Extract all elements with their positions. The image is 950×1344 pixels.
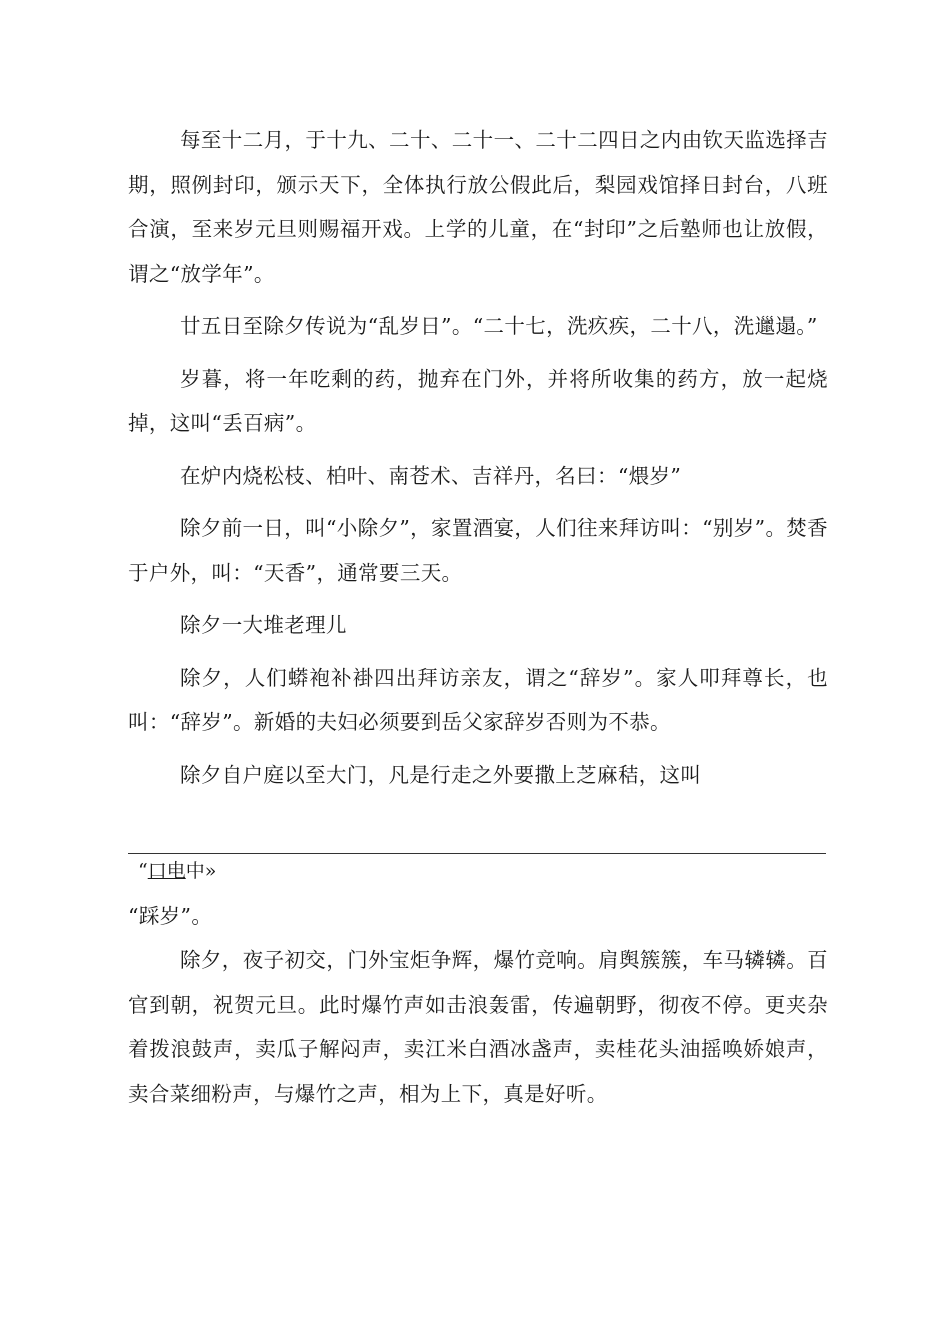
document-body (128, 118, 828, 797)
footnote-underlined-text: 口电 (147, 860, 186, 882)
footnote (138, 858, 216, 884)
footnote-rest-text: 中» (185, 860, 217, 882)
footnote-open-quote: “ (138, 860, 148, 882)
paragraph-luansuiri: 廿五日至除夕传说为“乱岁日”。“二十七，洗疚疾，二十八，洗邋遢。” (180, 314, 818, 338)
paragraph-chuxi-night: 除夕，夜子初交，门外宝炬争辉，爆竹竞响。肩舆簇簇，车马辚辚。百官到朝，祝贺元旦。此时爆竹声如击浪轰雷，传遍朝野，彻夜不停。更夹杂着拨浪鼓声，卖瓜子解闷声，卖江米白酒冰盏声，卖桂花头油摇唤娇娘声，卖合菜细粉声，与爆竹之声，相为上下，真是好听。 (128, 948, 828, 1106)
paragraph-diubaibing: 岁暮，将一年吃剩的药，抛弃在门外，并将所收集的药方，放一起烧掉，这叫“丢百病”。 (128, 366, 828, 435)
footnote-divider (128, 853, 826, 854)
paragraph-biesui: 除夕前一日，叫“小除夕”，家置酒宴，人们往来拜访叫：“别岁”。焚香于户外，叫：“天香”，通常要三天。 (128, 516, 828, 585)
paragraph-caisui: 除夕自户庭以至大门，凡是行走之外要撒上芝麻秸，这叫 (180, 762, 702, 787)
document-body-after (128, 938, 828, 1116)
paragraph-laolier: 除夕一大堆老理儿 (180, 613, 347, 637)
continuation-text: “踩岁”。 (128, 904, 213, 928)
paragraph-cisui: 除夕，人们蟒袍补褂四出拜访亲友，谓之“辞岁”。家人叩拜尊长，也叫：“辞岁”。新婚的夫妇必须要到岳父家辞岁否则为不恭。 (128, 665, 828, 734)
paragraph-weisui: 在炉内烧松枝、柏叶、南苍术、吉祥丹，名曰：“煨岁” (180, 463, 682, 488)
paragraph-fengyin: 每至十二月，于十九、二十、二十一、二十二四日之内由钦天监选择吉期，照例封印，颁示天下，全体执行放公假此后，梨园戏馆择日封台，八班合演，至来岁元旦则赐福开戏。上学的儿童，在“封印”之后塾师也让放假，谓之“放学年”。 (128, 128, 828, 286)
